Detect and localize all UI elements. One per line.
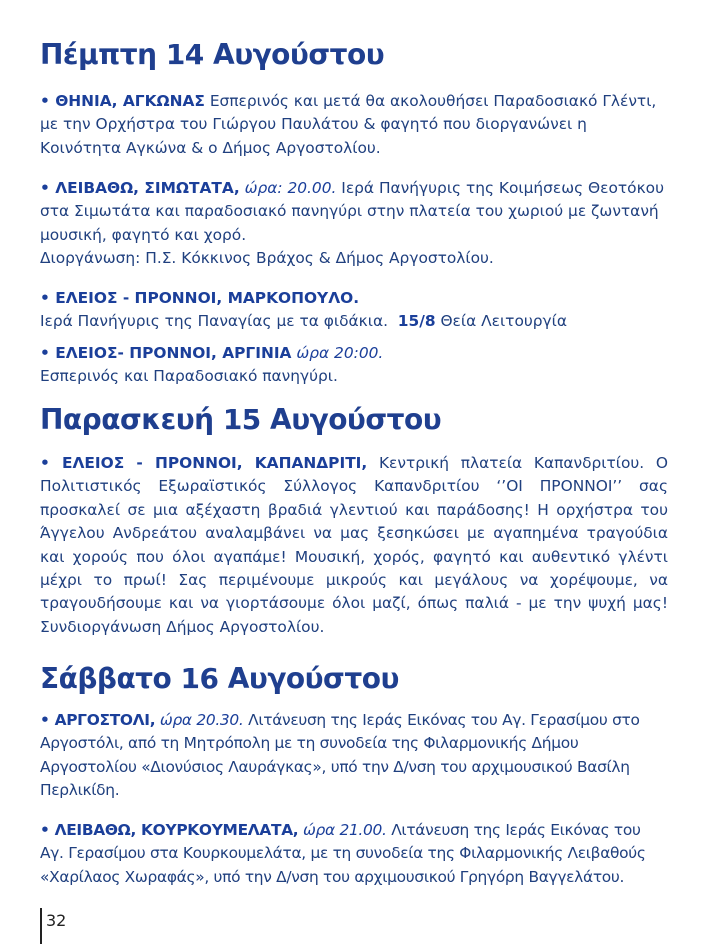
event-entry-arginia [40,342,668,389]
event-description: Εσπερινός και μετά θα ακολουθήσει Παραδοσιακό Γλέντι, με την Ορχήστρα του Γιώργου Παυλάτου & φαγητό που διοργανώνει η Κοινότητα Αγκώνα & ο Δήμος Αργοστολίου. [40,92,657,157]
event-entry-kourkoumelata [40,819,668,889]
section-heading-saturday: Σάββατο 16 Αυγούστου [40,662,399,695]
event-place: • ΛΕΙΒΑΘΩ, ΣΙΜΩΤΑΤΑ, [40,179,240,197]
event-time: ώρα: 20.00. [239,179,337,197]
event-description-2: Θεία Λειτουργία [435,312,567,331]
event-description: Ιερά Πανήγυρις της Παναγίας με τα φιδάκια. [40,312,388,331]
event-description: Λιτάνευση της Ιεράς Εικόνας του Αγ. Γερασίμου στα Κουρκουμελάτα, με τη συνοδεία της Φιλαρμονικής Λειβαθούς «Χαρίλαος Χωραφάς», υπό την Δ/νση του αρχιμουσικού Γρηγόρη Βαγγελάτου. [40,821,646,886]
event-description: Ιερά Πανήγυρις της Κοιμήσεως Θεοτόκου στα Σιμωτάτα και παραδοσιακό πανηγύρι στην πλατεία του χωριού με ζωντανή μουσική, φαγητό και χορό. [40,179,664,244]
event-place: • ΘΗΝΙΑ, ΑΓΚΩΝΑΣ [40,92,205,110]
section-heading-friday: Παρασκευή 15 Αυγούστου [40,403,442,436]
event-entry-argostoli [40,709,668,803]
event-place: • ΕΛΕΙΟΣ - ΠΡΟΝΝΟΙ, ΜΑΡΚΟΠΟΥΛΟ. [40,289,360,307]
event-description: Λιτάνευση της Ιεράς Εικόνας του Αγ. Γερασίμου στο Αργοστόλι, από τη Μητρόπολη με τη συνοδεία της Φιλαρμονικής Δήμου Αργοστολίου «Διονύσιος Λαυράγκας», υπό την Δ/νση του αρχιμουσικού Βασίλη Περλικίδη. [40,711,640,800]
event-entry-thinia-agkonas [40,90,668,160]
event-description: Εσπερινός και Παραδοσιακό πανηγύρι. [40,367,338,386]
event-place: • ΕΛΕΙΟΣ- ΠΡΟΝΝΟΙ, ΑΡΓΙΝΙΑ [40,344,292,362]
section-heading-thursday: Πέμπτη 14 Αυγούστου [40,38,385,71]
event-description: Κεντρική πλατεία Καπανδριτίου. Ο Πολιτιστικός Εξωραϊστικός Σύλλογος Καπανδριτίου ‘’ΟΙ ΠΡΟΝΝΟΙ’’ σας προσκαλεί σε μια αξέχαστη βραδιά γλεντιού και παράδοσης! Η ορχήστρα του Άγγελου Ανδρεάτου αναλαμβάνει να μας ξεσηκώσει με αγαπημένα τραγούδια και χορούς που όλοι αγαπάμε! Μουσική, χορός, φαγητό και αυθεντικό γλέντι μέχρι το πρωί! Σας περιμένουμε μικρούς και μεγάλους να χορέψουμε, να τραγουδήσουμε και να γιορτάσουμε όλοι μαζί, όπως παλιά - με την ψυχή μας! Συνδιοργάνωση Δήμος Αργοστολίου. [40,454,668,636]
page-number: 32 [40,908,66,944]
event-place: • ΛΕΙΒΑΘΩ, ΚΟΥΡΚΟΥΜΕΛΑΤΑ, [40,821,299,839]
event-place: • ΑΡΓΟΣΤΟΛΙ, [40,711,156,729]
event-time: ώρα 20.30. [155,711,244,729]
event-entry-kapandriti [40,452,668,639]
event-time: ώρα 21.00. [298,821,387,839]
event-entry-markopoulo [40,287,668,334]
event-time: ώρα 20:00. [291,344,384,362]
event-organizer: Διοργάνωση: Π.Σ. Κόκκινος Βράχος & Δήμος Αργοστολίου. [40,249,494,268]
event-place: • ΕΛΕΙΟΣ - ΠΡΟΝΝΟΙ, ΚΑΠΑΝΔΡΙΤΙ, [40,454,368,472]
event-entry-simotata [40,177,668,271]
event-date: 15/8 [397,312,436,331]
